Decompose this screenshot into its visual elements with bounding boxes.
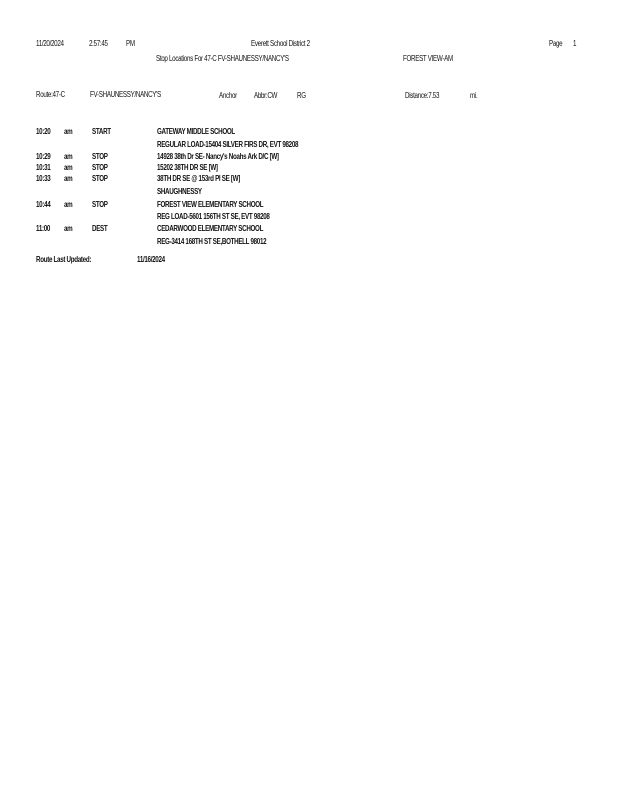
stop-location: 14928 38th Dr SE- Nancy's Noahs Ark D/C [W] bbox=[157, 152, 279, 161]
route-name: FV-SHAUNESSY/NANCY'S bbox=[90, 90, 161, 99]
route-label: Route:47-C bbox=[36, 90, 65, 99]
stop-time: 10:29 bbox=[36, 152, 51, 161]
stop-detail: REGULAR LOAD-15404 SILVER FIRS DR, EVT 98208 bbox=[157, 140, 299, 149]
stop-time: 10:33 bbox=[36, 174, 51, 183]
stop-location: FOREST VIEW ELEMENTARY SCHOOL bbox=[157, 200, 264, 209]
stop-ampm: am bbox=[64, 152, 73, 161]
route-distance: Distance:7.53 bbox=[405, 91, 440, 100]
distance-unit: mi. bbox=[470, 91, 478, 100]
stop-type: STOP bbox=[92, 174, 108, 183]
stop-ampm: am bbox=[64, 163, 73, 172]
stop-time: 11:00 bbox=[36, 224, 51, 233]
district-name: Everett School District 2 bbox=[251, 39, 310, 48]
stop-type: STOP bbox=[92, 163, 108, 172]
stop-ampm: am bbox=[64, 127, 73, 136]
stop-location: 38TH DR SE @ 153rd PI SE [W] bbox=[157, 174, 240, 183]
stop-type: STOP bbox=[92, 152, 108, 161]
stop-type: DEST bbox=[92, 224, 108, 233]
stop-time: 10:44 bbox=[36, 200, 51, 209]
stop-location: 15202 38TH DR SE [W] bbox=[157, 163, 218, 172]
stop-type: STOP bbox=[92, 200, 108, 209]
anchor-code: RG bbox=[297, 91, 306, 100]
last-updated-date: 11/16/2024 bbox=[137, 255, 165, 264]
last-updated-label: Route Last Updated: bbox=[36, 255, 92, 264]
page-number: 1 bbox=[573, 39, 577, 48]
stop-ampm: am bbox=[64, 200, 73, 209]
stop-location: CEDARWOOD ELEMENTARY SCHOOL bbox=[157, 224, 264, 233]
report-ampm: PM bbox=[126, 39, 135, 48]
stop-type: START bbox=[92, 127, 111, 136]
stop-time: 10:31 bbox=[36, 163, 51, 172]
stop-ampm: am bbox=[64, 224, 73, 233]
page-label: Page bbox=[549, 39, 563, 48]
report-date: 11/20/2024 bbox=[36, 39, 64, 48]
stop-location: GATEWAY MIDDLE SCHOOL bbox=[157, 127, 235, 136]
anchor-abbr: Abbr:CW bbox=[254, 91, 278, 100]
report-title: Stop Locations For 47-C FV-SHAUNESSY/NANCY'S bbox=[156, 54, 289, 63]
stop-ampm: am bbox=[64, 174, 73, 183]
stop-detail: REG-3414 168TH ST SE,BOTHELL 98012 bbox=[157, 237, 267, 246]
anchor-label: Anchor bbox=[219, 91, 237, 100]
report-school: FOREST VIEW-AM bbox=[403, 54, 453, 63]
stop-detail: SHAUGHNESSY bbox=[157, 187, 202, 196]
report-time: 2:57:45 bbox=[89, 39, 108, 48]
stop-time: 10:20 bbox=[36, 127, 51, 136]
stop-detail: REG LOAD-5601 156TH ST SE, EVT 98208 bbox=[157, 212, 270, 221]
